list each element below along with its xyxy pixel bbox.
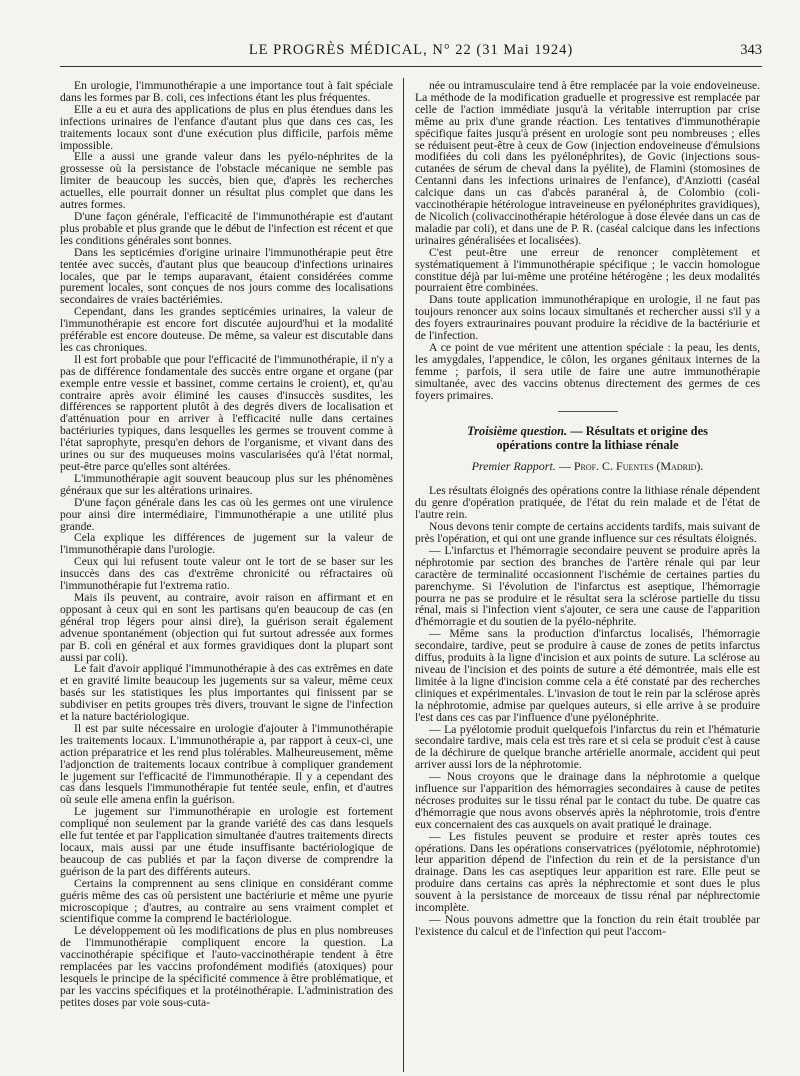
section-lead: Troisième question. — [467, 424, 568, 439]
paragraph: D'une façon générale, l'efficacité de l'immunothérapie est d'autant plus probable et plus grande que le début de l'infection est récent et que les conditions générales sont bonnes. — [60, 209, 393, 247]
paragraph: Dans toute application immunothérapique en urologie, il ne faut pas toujours renoncer aux soins locaux simultanés et rechercher aussi s'il y a des foyers extraurinaires pouvant produire la récidive de la bactériurie et de l'infection. — [415, 293, 760, 343]
report-byline — [415, 461, 760, 473]
report-label: Premier Rapport. — [471, 459, 556, 474]
paragraph: Cela explique les différences de jugement sur la valeur de l'immunothérapie dans l'urologie. — [60, 531, 393, 557]
journal-title: LE PROGRÈS MÉDICAL, N° 22 (31 Mai 1924) — [248, 42, 574, 58]
paragraph: Mais ils peuvent, au contraire, avoir raison en affirmant et en opposant à ceux qui en sont les partisans qu'en beaucoup de cas (en général trop légers pour ainsi dire), la guérison serait également advenue spontanément (objection qui fut surtout adressée aux formes par B. coli en général et aux formes gravidiques dont la plupart sont aussi par coli). — [60, 590, 393, 664]
paragraph: Il est fort probable que pour l'efficacité de l'immunothérapie, il n'y a pas de différence fondamentale des succès entre organe et organe (par exemple entre vessie et bassinet, comme certains le croient), et, qu'au contraire après avoir éliminé les causes d'insuccès susdites, les différences se rapportent plutôt à des degrés divers de localisation et d'atténuation pour en arriver à l'efficacité nulle dans certaines bactériuries typiques, dans lesquelles les germes se trouvent comme à l'état saprophyte, presqu'en dehors de l'organisme, et vivant dans des urines ou sur des muqueuses moins vascularisées qu'à l'état normal, peut-être parce qu'elles sont altérées. — [60, 352, 393, 473]
section-title-line1: — Résultats et origine des — [570, 424, 708, 439]
paragraph: En urologie, l'immunothérapie a une importance tout à fait spéciale dans les formes par B. coli, ces infections étant les plus fréquentes. — [60, 80, 393, 104]
paragraph: — Même sans la production d'infarctus localisés, l'hémorragie secondaire, tardive, peut se produire à cause de zones de petits infarctus diffus, produits à la ligne d'incision et aux points de suture. La sclérose au niveau de l'incision et des points de suture a été démontrée, mais elle est limitée à la ligne d'incision comme cela a été constaté par des recherches cliniques et expérimentales. L'invasion de tout le rein par la sclérose après la néphrotomie, admise par quelques auteurs, si elle arrive à se produire l'est dans ces cas par l'influence d'une pyélonéphrite. — [415, 627, 760, 724]
paragraph: Le jugement sur l'immunothérapie en urologie est fortement compliqué non seulement par la grande variété des cas dans lesquels elle fut tentée et par l'application simultanée d'autres traitements directs locaux, mais aussi par une étude insuffisante bactériologique de beaucoup de cas publiés et par la façon diverse de comprendre la guérison de la part des différents auteurs. — [60, 805, 393, 878]
right-column — [415, 80, 760, 1070]
paragraph: — L'infarctus et l'hémorragie secondaire peuvent se produire après la néphrotomie par section des branches de l'artère rénale qui par leur caractère de terminalité occasionnent l'ischémie de certaines parties du parenchyme. Si l'évolution de l'infarctus est aseptique, l'hémorragie pourra ne pas se produire et le résultat sera la sclérose partielle du tissu rénal, mais si l'infection vient s'ajouter, ce sera une cause de l'apparition d'hémorragie et du soutien de la pyélo-néphrite. — [415, 543, 760, 629]
paragraph: Elle a eu et aura des applications de plus en plus étendues dans les infections urinaires de l'enfance d'autant plus que dans ces cas, les traitements locaux sont d'une exécution plus difficile, parfois même impossible. — [60, 102, 393, 152]
paragraph: Elle a aussi une grande valeur dans les pyélo-néphrites de la grossesse où la persistance de l'obstacle mécanique ne semble pas limiter de beaucoup les succès, bien que, d'après les recherches actuelles, elle pourrait donner un résultat plus complet que dans les autres formes. — [60, 150, 393, 212]
paragraph: Il est par suite nécessaire en urologie d'ajouter à l'immunothérapie les traitements locaux. L'immunothérapie a, par rapport à ceux-ci, une action préparatrice et les rend plus tolérables. Malheureusement, même l'adjonction de traitements locaux contribue à compliquer grandement le jugement sur l'efficacité de l'immunothérapie. Il y a cependant des cas dans lesquels l'immunothérapie fut tentée seule, enfin, et d'autres où seule elle amena enfin la guérison. — [60, 721, 393, 807]
paragraph: Cependant, dans les grandes septicémies urinaires, la valeur de l'immunothérapie est encore fort discutée aujourd'hui et la modalité préférable est encore douteuse. De même, sa valeur est discutable dans les cas chroniques. — [60, 305, 393, 354]
paragraph: L'immunothérapie agit souvent beaucoup plus sur les phénomènes généraux que sur les altérations urinaires. — [60, 471, 393, 497]
paragraph: Dans les septicémies d'origine urinaire l'immunothérapie peut être tentée avec succès, d'autant plus que beaucoup d'infections urinaires locales, que par le temps auparavant, étaient considérées comme purement locales, sont conçues de nos jours comme des localisations secondaires de vraies bactériémies. — [60, 245, 393, 307]
paragraph: A ce point de vue méritent une attention spéciale : la peau, les dents, les amygdales, l'appendice, le côlon, les organes génitaux internes de la femme ; parfois, il sera utile de faire une autre immunothérapie simultanée, avec des vaccins obtenus directement des germes de ces foyers primaires. — [415, 340, 760, 402]
paragraph: Le développement où les modifications de plus en plus nombreuses de l'immunothérapie compliquent encore la question. La vaccinothérapie spécifique et l'auto-vaccinothérapie tendent à être remplacées par les vaccins profondément modifiés (atoxiques) pour lesquels le principe de la spécificité commence à être problématique, et par les vaccins spécifiques et la protéinothérapie. L'administration des petites doses par voie sous-cuta- — [60, 924, 393, 1009]
paragraph: C'est peut-être une erreur de renoncer complètement et systématiquement à l'immunothérapie spécifique ; le vaccin homologue constitue déjà par lui-même une protéine hétérogène ; les deux modalités pourraient être combinées. — [415, 245, 760, 295]
paragraph: Certains la comprennent au sens clinique en considérant comme guéris même des cas où persistent une bactériurie et même une pyurie microscopique ; d'autres, au contraire au sens vraiment complet et scientifique comme la comprend le bactériologue. — [60, 876, 393, 926]
paragraph: — Nous croyons que le drainage dans la néphrotomie a quelque influence sur l'apparition des hémorragies secondaires à cause de petites nécroses produites sur le tissu rénal par le contact du tube. De quatre cas d'hémorragie que nous avons observés après la néphrotomie, trois d'entre eux concernaient des cas auxquels on avait pratiqué le drainage. — [415, 770, 760, 831]
left-column — [60, 80, 393, 1070]
paragraph: née ou intramusculaire tend à être remplacée par la voie endoveineuse. La méthode de la modification graduelle et progressive est remplacée par celle de l'action immédiate jusqu'à la véritable interruption par crise même au prix d'une grande réaction. Les tentatives d'immunothérapie spécifique faites jusqu'à présent en urologie sont peu nombreuses ; elles se réduisent peut-être à ceux de Gow (injection endoveineuse d'émulsions modifiées du coli dans les pyélonéphrites), de Govic (injections sous-cutanées de sérum de cheval dans la pyélite), de Flamini (stomosines de Centanni dans les infections urinaires de l'enfance), d'Anziotti (caséal calcique dans un cas d'abcès paranéral à, de Colombio (coli-vaccinothérapie hétérologue intraveineuse en pyélonéphrites gravidiques), de Nicolich (colivaccinothérapie hétérologue à dose élevée dans un cas de maladie par coli), et dans une de P. R. (caséal calcique dans les infections urinaires généralisées et localisées). — [415, 80, 760, 247]
column-divider — [403, 78, 404, 1072]
page-number: 343 — [740, 42, 762, 58]
running-header — [60, 40, 762, 67]
paragraph: Les résultats éloignés des opérations contre la lithiase rénale dépendent du genre d'opération pratiquée, de l'état du rein malade et de l'état de l'autre rein. — [415, 484, 760, 522]
paragraph: — Les fistules peuvent se produire et rester après toutes ces opérations. Dans les opérations conservatrices (pyélotomie, néphrotomie) leur apparition dépend de l'infection du rein et de la persistance d'un drainage. Dans les cas aseptiques leur apparition est rare. Elle peut se produire dans certains cas après la néphrectomie et sont dues le plus souvent à la persistance de morceaux de tissu rénal par néphrectomie incomplète. — [415, 829, 760, 915]
paragraph: — La pyélotomie produit quelquefois l'infarctus du rein et l'hématurie secondaire tardive, mais cela est très rare et si cela se produit c'est à cause de la déchirure de quelque branche artérielle anormale, accident qui peut arriver aussi lors de la néphrotomie. — [415, 722, 760, 772]
paragraph: Le fait d'avoir appliqué l'immunothérapie à des cas extrêmes en date et en gravité limite beaucoup les jugements sur sa valeur, même ceux basés sur les statistiques les plus importantes qui finissent par se subdiviser en petits groupes très divers, trouvant le signe de l'infection et la nature bactériologique. — [60, 662, 393, 724]
paragraph: Nous devons tenir compte de certains accidents tardifs, mais suivant de près l'opération, et qui ont une grande influence sur ces résultats éloignés. — [415, 520, 760, 545]
section-heading — [415, 424, 760, 452]
section-title-line2: opérations contre la lithiase rénale — [496, 438, 679, 453]
paragraph: Ceux qui lui refusent toute valeur ont le tort de se baser sur les insuccès dans des cas d'extrême chronicité ou réfractaires où l'immunothérapie fut l'extrema ratio. — [60, 555, 393, 593]
paragraph: — Nous pouvons admettre que la fonction du rein était troublée par l'existence du calcul et de l'infection qui peut l'accom- — [415, 913, 760, 938]
paragraph: D'une façon générale dans les cas où les germes ont une virulence pour ainsi dire intermédiaire, l'immunothérapie a une utilité plus grande. — [60, 495, 393, 533]
report-author: — Prof. C. Fuentes (Madrid). — [558, 459, 704, 474]
section-separator — [558, 411, 618, 412]
